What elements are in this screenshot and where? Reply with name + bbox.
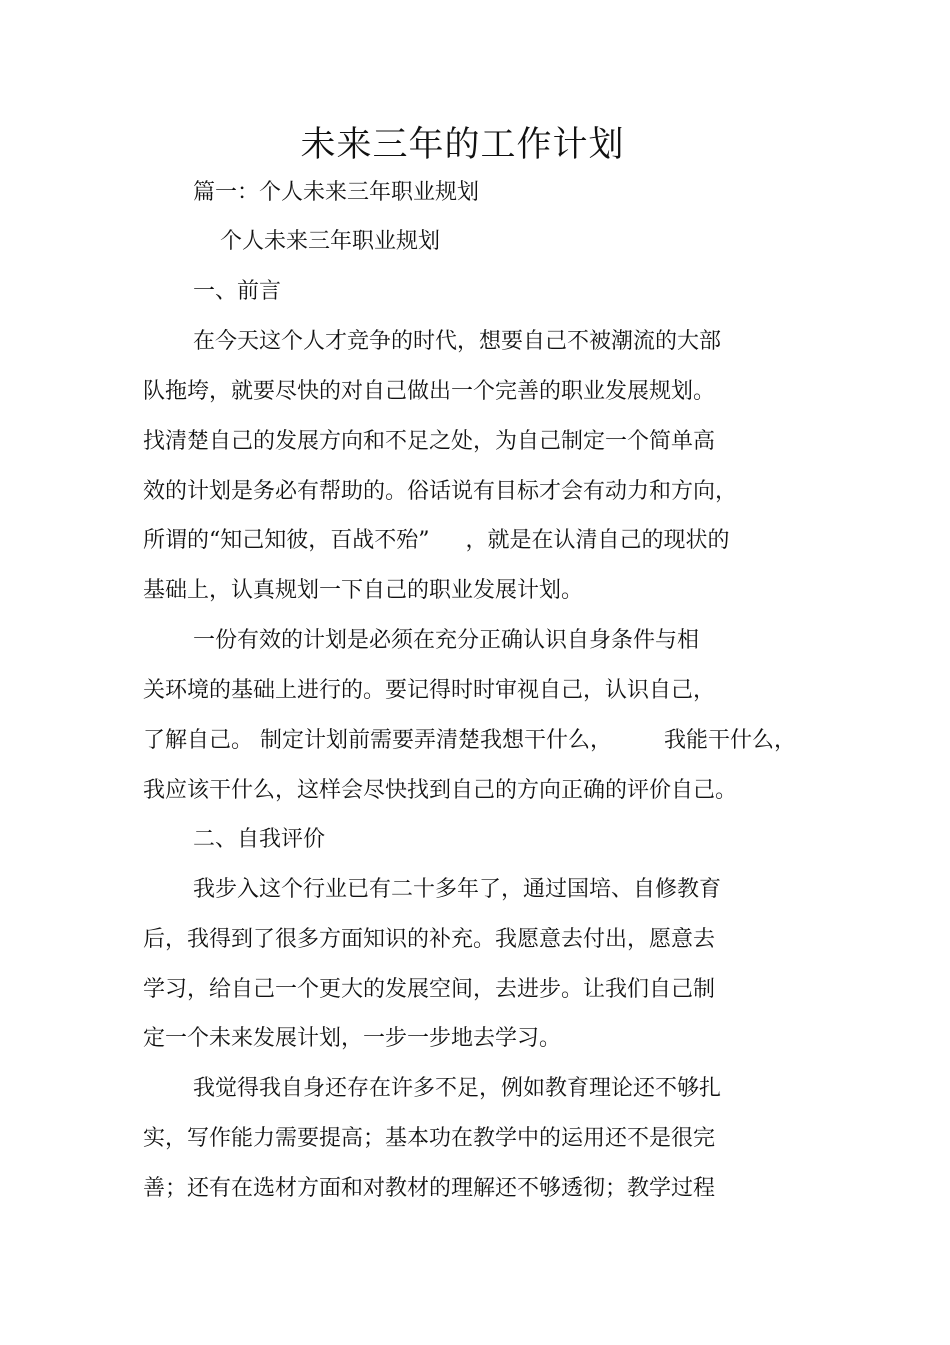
paragraph-line: 实，写作能力需要提高；基本功在教学中的运用还不是很完	[143, 1126, 716, 1151]
paragraph-line: 关环境的基础上进行的。要记得时时审视自己，认识自己，	[143, 678, 716, 703]
paragraph-line-part: 我能干什么，	[664, 728, 797, 753]
paragraph-line-part: ，就是在认清自己的现状的	[465, 528, 730, 553]
paragraph-line: 定一个未来发展计划，一步一步地去学习。	[143, 1026, 562, 1051]
document-title: 未来三年的工作计划	[300, 125, 625, 165]
paragraph-line-part: 了解自己。 制定计划前需要弄清楚我想干什么，	[143, 728, 612, 753]
paragraph-line: 一份有效的计划是必须在充分正确认识自身条件与相	[193, 628, 700, 653]
paragraph-line: 我步入这个行业已有二十多年了，通过国培、自修教育	[193, 877, 722, 902]
paragraph-line: 效的计划是务必有帮助的。俗话说有目标才会有动力和方向，	[143, 479, 738, 504]
paragraph-line-part: 所谓的“知己知彼，百战不殆”	[143, 528, 430, 553]
paragraph-line: 基础上，认真规划一下自己的职业发展计划。	[143, 578, 584, 603]
paragraph-line: 队拖垮，就要尽快的对自己做出一个完善的职业发展规划。	[143, 379, 716, 404]
document-subtitle: 篇一：个人未来三年职业规划	[193, 180, 480, 205]
section-heading-self-evaluation: 二、自我评价	[193, 827, 326, 852]
main-heading: 个人未来三年职业规划	[220, 229, 441, 254]
paragraph-line: 学习，给自己一个更大的发展空间，去进步。让我们自己制	[143, 977, 716, 1002]
paragraph-line: 在今天这个人才竞争的时代，想要自己不被潮流的大部	[193, 329, 722, 354]
section-heading-intro: 一、前言	[193, 279, 282, 304]
paragraph-line	[143, 726, 796, 756]
paragraph-line	[143, 526, 730, 556]
paragraph-line: 找清楚自己的发展方向和不足之处，为自己制定一个简单高	[143, 429, 716, 454]
paragraph-line: 我应该干什么，这样会尽快找到自己的方向正确的评价自己。	[143, 778, 738, 803]
paragraph-line: 善；还有在选材方面和对教材的理解还不够透彻；教学过程	[143, 1176, 716, 1201]
paragraph-line: 后，我得到了很多方面知识的补充。我愿意去付出，愿意去	[143, 927, 716, 952]
paragraph-line: 我觉得我自身还存在许多不足，例如教育理论还不够扎	[193, 1076, 722, 1101]
